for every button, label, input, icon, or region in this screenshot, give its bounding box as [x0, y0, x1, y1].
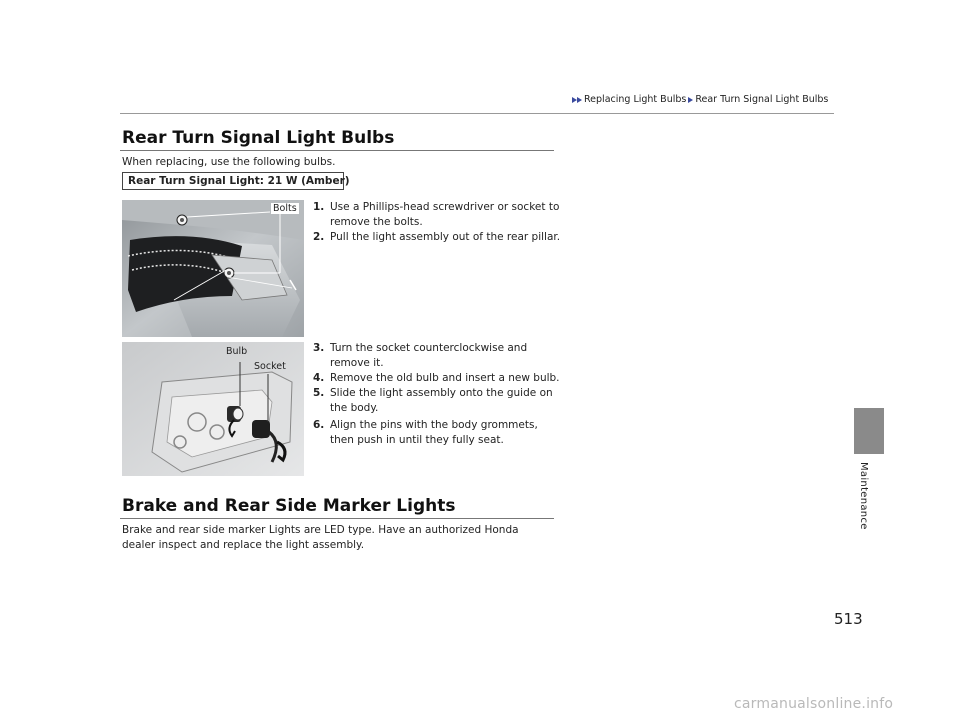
step-number: 6.: [313, 419, 325, 431]
callout-bulb: Bulb: [226, 346, 248, 357]
step-4: [313, 371, 563, 386]
section-divider: [120, 150, 554, 151]
brake-lights-text: Brake and rear side marker Lights are LED type. Have an authorized Honda dealer inspect and replace the light assembly.: [122, 524, 519, 551]
step-number: 2.: [313, 231, 325, 243]
step-number: 5.: [313, 387, 325, 399]
watermark-text: carmanualsonline.info: [734, 696, 894, 712]
page-number: 513: [834, 610, 863, 628]
section-divider: [120, 518, 554, 519]
side-tab-label: Maintenance: [858, 462, 869, 530]
step-3: [313, 341, 563, 371]
section-title-brake-lights: Brake and Rear Side Marker Lights: [122, 496, 456, 516]
step-text: Slide the light assembly onto the guide on the body.: [330, 387, 553, 414]
callout-socket: Socket: [254, 361, 286, 372]
step-number: 4.: [313, 372, 325, 384]
breadcrumb-parent[interactable]: Replacing Light Bulbs: [584, 94, 687, 105]
breadcrumb: [572, 94, 828, 105]
step-5: [313, 386, 563, 416]
step-number: 3.: [313, 342, 325, 354]
breadcrumb-current: Rear Turn Signal Light Bulbs: [695, 94, 829, 105]
step-text: Pull the light assembly out of the rear pillar.: [330, 231, 561, 243]
side-tab-marker: [854, 408, 884, 454]
bulb-spec-box: Rear Turn Signal Light: 21 W (Amber): [122, 172, 344, 190]
step-text: Turn the socket counterclockwise and remove it.: [330, 342, 528, 369]
header-divider: [120, 113, 834, 114]
callout-bolts: Bolts: [273, 203, 297, 214]
step-2: [313, 230, 563, 245]
step-6: [313, 418, 563, 448]
step-1: [313, 200, 563, 230]
step-text: Align the pins with the body grommets, then push in until they fully seat.: [330, 419, 538, 446]
section-title-rear-turn-signal: Rear Turn Signal Light Bulbs: [122, 128, 395, 148]
breadcrumb-arrow-icon: [688, 97, 693, 103]
step-text: Use a Phillips-head screwdriver or socket to remove the bolts.: [330, 201, 560, 228]
step-number: 1.: [313, 201, 325, 213]
rear-pillar-illustration: [122, 200, 304, 337]
intro-text: When replacing, use the following bulbs.: [122, 156, 336, 168]
rear-pillar-drawing: [122, 200, 304, 337]
breadcrumb-arrow-icon: [572, 97, 582, 103]
step-text: Remove the old bulb and insert a new bulb.: [330, 372, 560, 384]
